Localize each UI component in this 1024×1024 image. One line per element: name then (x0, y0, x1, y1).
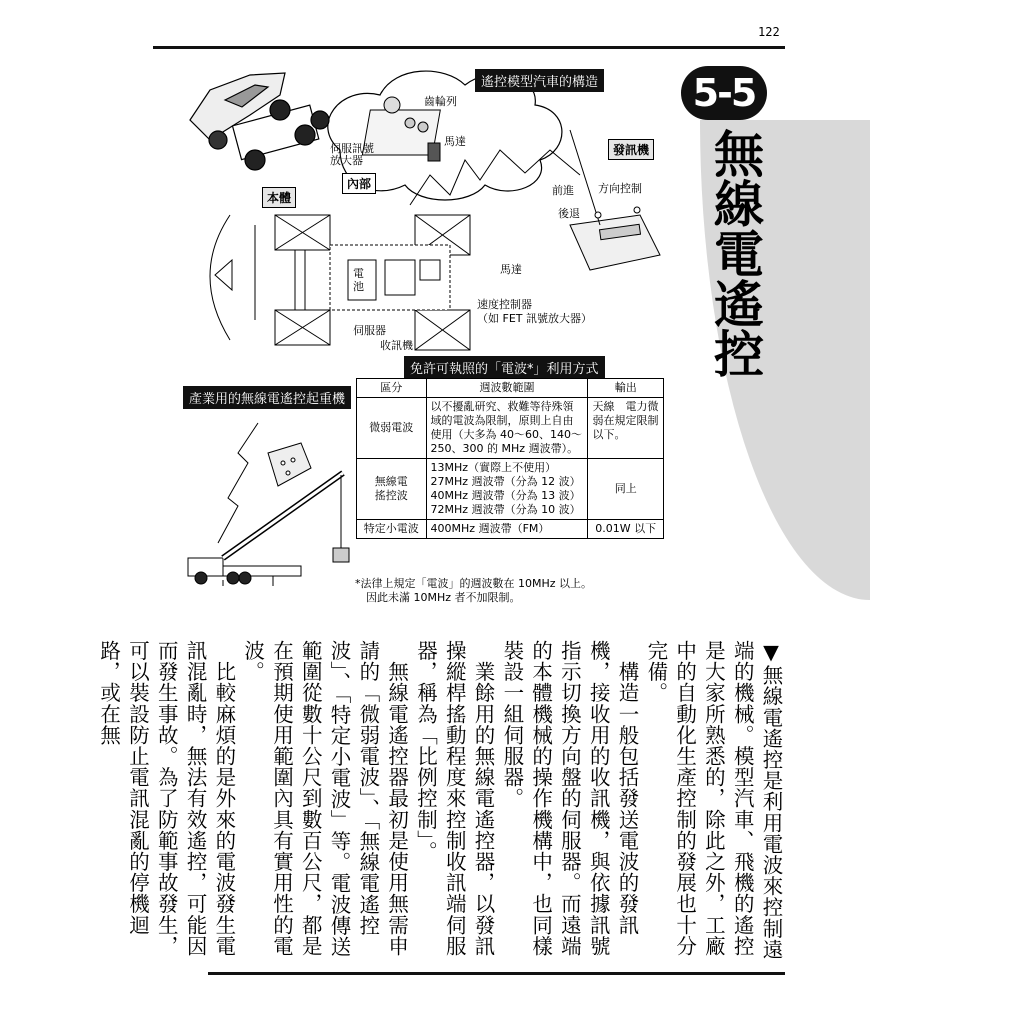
table-cell-category: 特定小電波 (357, 520, 427, 539)
table-footnote: *法律上規定「電波」的週波數在 10MHz 以上。 因此未滿 10MHz 者不加限制。 (355, 577, 593, 604)
crane-figure (183, 408, 353, 588)
body-paragraph: 業餘用的無線電遙控器，以發訊操縱桿搖動程度來控制收訊端伺服器，稱為「比例控制」。 (413, 640, 496, 957)
table-cell-output: 天線 電力微弱在規定限制以下。 (588, 398, 664, 459)
table-cell-output: 0.01W 以下 (588, 520, 664, 539)
label-speed-controller: 速度控制器 （如 FET 訊號放大器） (477, 298, 592, 325)
page-number: 122 (758, 25, 780, 39)
section-badge: 5-5 (681, 66, 767, 120)
label-body: 本體 (262, 187, 296, 208)
crane-figure-title: 產業用的無線電遙控起重機 (183, 386, 351, 409)
bottom-rule (208, 972, 785, 975)
crane-diagram (183, 408, 353, 588)
label-receiver: 收訊機 (380, 339, 413, 352)
label-motor: 馬達 (500, 263, 522, 276)
table-title: 免許可執照的「電波*」利用方式 (404, 356, 605, 379)
label-motor-top: 馬達 (444, 135, 466, 148)
label-gear-train: 齒輪列 (424, 95, 457, 108)
top-rule (153, 46, 785, 49)
rc-car-figure (180, 55, 680, 355)
table-row (357, 459, 664, 520)
figure-title: 遙控模型汽車的構造 (475, 69, 604, 92)
body-text (96, 640, 785, 960)
table-header: 區分 (357, 379, 427, 398)
table-cell-range: 以不擾亂研究、救難等待殊領域的電波為限制，原則上自由使用（大多為 40～60、140～250、300 的 MHz 週波帶）。 (426, 398, 588, 459)
table-cell-range: 400MHz 週波帶（FM） (426, 520, 588, 539)
section-title: 無線電遙控 (706, 128, 764, 378)
table-cell-range: 13MHz（實際上不使用） 27MHz 週波帶（分為 12 波） 40MHz 週波帶（分為 13 波） 72MHz 週波帶（分為 10 波） (426, 459, 588, 520)
label-servo: 伺服器 (353, 324, 386, 337)
table-cell-category: 微弱電波 (357, 398, 427, 459)
label-backward: 後退 (558, 207, 580, 220)
label-steering: 方向控制 (598, 182, 642, 195)
table-cell-output: 同上 (588, 459, 664, 520)
label-servo-amp: 伺服訊號 放大器 (330, 142, 374, 167)
radio-table (356, 378, 664, 539)
body-paragraph: 構造一般包括發送電波的發訊機，接收用的收訊機，與依據訊號指示切換方向盤的伺服器。而遠端的本體機械的操作機構中，也同樣裝設一組伺服器。 (499, 640, 640, 957)
table-header: 週波數範圍 (426, 379, 588, 398)
label-forward: 前進 (552, 184, 574, 197)
body-paragraph: 比較麻煩的是外來的電波發生電訊混亂時，無法有效遙控，可能因而發生事故。為了防範事故發生，可以裝設防止電訊混亂的停機迴路，或在無 (96, 640, 236, 957)
label-battery: 電 池 (353, 267, 364, 293)
label-transmitter: 發訊機 (608, 139, 654, 160)
label-inner: 內部 (342, 173, 376, 194)
table-row (357, 520, 664, 539)
table-header: 輸出 (588, 379, 664, 398)
frequency-table (356, 378, 664, 539)
table-cell-category: 無線電 搖控波 (357, 459, 427, 520)
body-paragraph: ▼無線電遙控是利用電波來控制遠端的機械。模型汽車、飛機的遙控是大家所熟悉的，除此之外，工廠中的自動化生產控制的發展也十分完備。 (643, 640, 783, 960)
table-header-row (357, 379, 664, 398)
body-paragraph: 無線電遙控器最初是使用無需申請的「微弱電波」、「無線電遙控波」、「特定小電波」等。電波傳送範圍從數十公尺到數百公尺，都是在預期使用範圍內具有實用性的電波。 (240, 640, 409, 958)
table-row (357, 398, 664, 459)
